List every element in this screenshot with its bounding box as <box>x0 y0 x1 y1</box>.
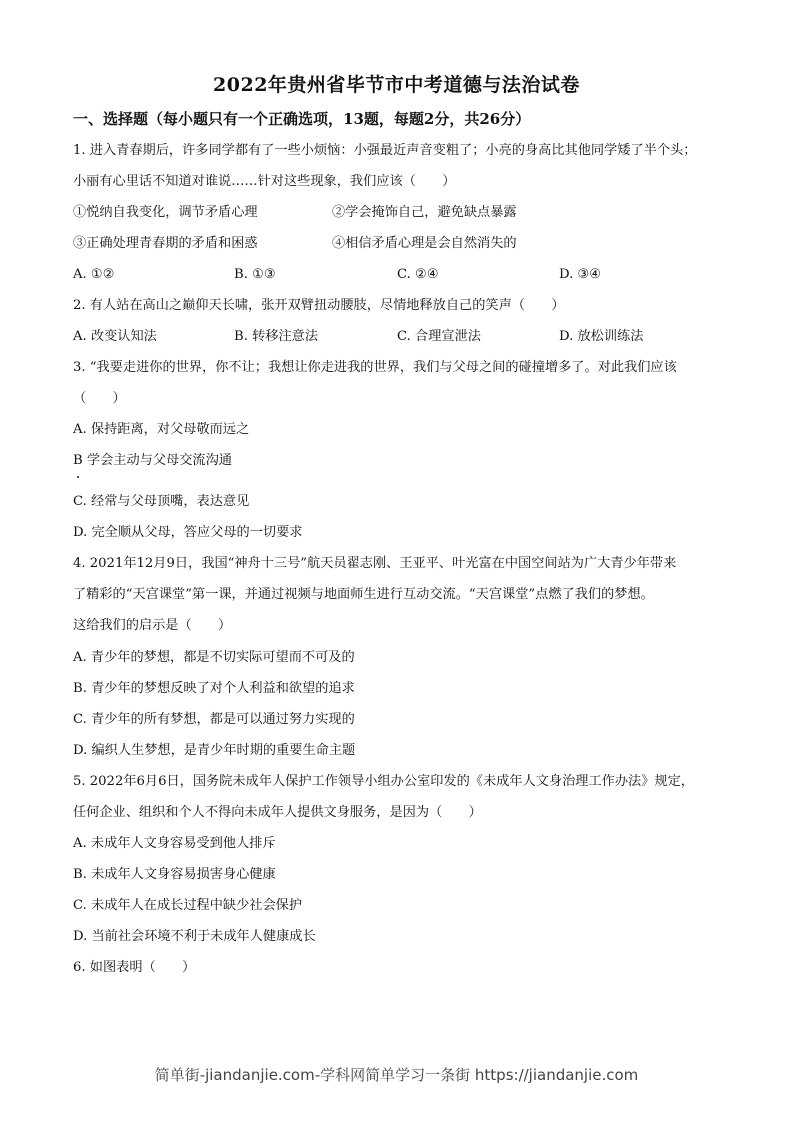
q1-stem-line-1: 1. 进入青春期后，许多同学都有了一些小烦恼：小强最近声音变粗了；小亮的身高比其他同学矮了半个头； <box>73 143 697 158</box>
q1-stem-line-2: 小丽有心里话不知道对谁说……针对这些现象，我们应该（ ） <box>73 174 456 189</box>
q3-option-d: D. 完全顺从父母，答应父母的一切要求 <box>73 525 303 540</box>
q4-option-c: C. 青少年的所有梦想，都是可以通过努力实现的 <box>73 712 355 727</box>
q1-item-4: ④相信矛盾心理是会自然消失的 <box>332 236 517 251</box>
q1-option-b: B. ①③ <box>234 267 276 282</box>
q2-option-b: B. 转移注意法 <box>234 329 319 344</box>
q1-item-2: ②学会掩饰自己，避免缺点暴露 <box>332 205 517 220</box>
q2-stem: 2. 有人站在高山之巅仰天长啸，张开双臂扭动腰肢，尽情地释放自己的笑声（ ） <box>73 298 565 313</box>
q4-option-d: D. 编织人生梦想，是青少年时期的重要生命主题 <box>73 743 356 758</box>
q5-option-b: B. 未成年人文身容易损害身心健康 <box>73 867 276 882</box>
footer-site-text: 简单街-jiandanjie.com-学科网简单学习一条街 https://jiandanjie.com <box>154 1066 639 1084</box>
q5-option-d: D. 当前社会环境不利于未成年人健康成长 <box>73 929 316 944</box>
q4-stem-line-3: 这给我们的启示是（ ） <box>73 618 232 633</box>
q3-option-a: A. 保持距离，对父母敬而远之 <box>73 422 250 437</box>
q3-stem-line-1: 3. “我要走进你的世界，你不让；我想让你走进我的世界，我们与父母之间的碰撞增多了。对此我们应该 <box>73 360 677 375</box>
q3-stem-line-2: （ ） <box>73 391 126 406</box>
exam-title: 2022年贵州省毕节市中考道德与法治试卷 <box>213 74 580 96</box>
q1-item-1: ①悦纳自我变化，调节矛盾心理 <box>73 205 258 220</box>
q4-stem-line-2: 了精彩的“天宫课堂”第一课，并通过视频与地面师生进行互动交流。“天宫课堂”点燃了我们的梦想。 <box>73 587 654 602</box>
q3-option-c: C. 经常与父母顶嘴，表达意见 <box>73 494 250 509</box>
q5-stem-line-2: 任何企业、组织和个人不得向未成年人提供文身服务，是因为（ ） <box>73 805 482 820</box>
q6-stem: 6. 如图表明（ ） <box>73 960 196 975</box>
section-heading: 一、选择题（每小题只有一个正确选项，13题，每题2分，共26分） <box>73 110 531 128</box>
q1-option-c: C. ②④ <box>397 267 439 282</box>
q4-stem-line-1: 4. 2021年12月9日，我国“神舟十三号”航天员翟志刚、王亚平、叶光富在中国空间站为广大青少年带来 <box>73 556 677 571</box>
q3-option-b: B 学会主动与父母交流沟通 <box>73 453 232 468</box>
q1-item-3: ③正确处理青春期的矛盾和困惑 <box>73 236 258 251</box>
q4-option-a: A. 青少年的梦想，都是不切实际可望而不可及的 <box>73 650 355 665</box>
stray-dot <box>77 476 79 478</box>
q2-option-d: D. 放松训练法 <box>559 329 644 344</box>
q5-option-a: A. 未成年人文身容易受到他人排斥 <box>73 836 276 851</box>
q5-option-c: C. 未成年人在成长过程中缺少社会保护 <box>73 898 303 913</box>
q1-option-d: D. ③④ <box>559 267 602 282</box>
q2-option-c: C. 合理宣泄法 <box>397 329 481 344</box>
q5-stem-line-1: 5. 2022年6月6日，国务院未成年人保护工作领导小组办公室印发的《未成年人文身治理工作办法》规定， <box>73 774 694 789</box>
q4-option-b: B. 青少年的梦想反映了对个人利益和欲望的追求 <box>73 681 355 696</box>
q1-option-a: A. ①② <box>73 267 115 282</box>
q2-option-a: A. 改变认知法 <box>73 329 157 344</box>
